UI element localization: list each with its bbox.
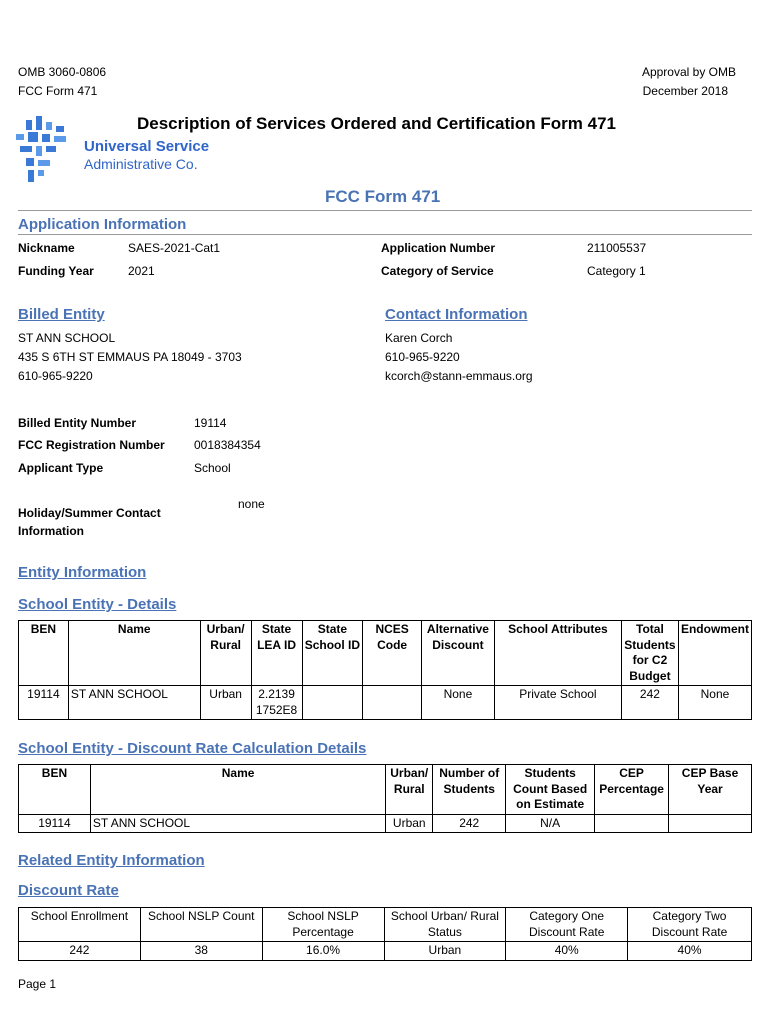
table-cell: 19114 (19, 814, 91, 833)
related-entity-heading: Related Entity Information (18, 852, 205, 869)
table-cell: Urban (386, 814, 433, 833)
column-header: CEP Percentage (595, 765, 669, 815)
form-subtitle: FCC Form 471 (325, 187, 441, 206)
billed-entity-phone: 610-965-9220 (18, 369, 93, 383)
table-row (19, 942, 752, 961)
entity-info-heading: Entity Information (18, 564, 147, 581)
column-header: State LEA ID (251, 621, 302, 686)
table-cell: 40% (628, 942, 752, 961)
table-header-row (19, 765, 752, 815)
table-cell (363, 686, 422, 720)
contact-phone: 610-965-9220 (385, 350, 460, 364)
column-header: NCES Code (363, 621, 422, 686)
page-number: Page 1 (18, 977, 57, 991)
table-cell: 242 (433, 814, 506, 833)
application-number-label: Application Number (381, 241, 496, 255)
school-details-heading: School Entity - Details (18, 596, 177, 613)
fcc-registration-value: 0018384354 (194, 438, 261, 452)
table-cell: Urban (200, 686, 251, 720)
table-cell: 16.0% (262, 942, 384, 961)
table-row (19, 686, 752, 720)
approval-date: December 2018 (642, 84, 728, 98)
table-row (19, 814, 752, 833)
column-header: Name (90, 765, 385, 815)
logo-line-2: Administrative Co. (84, 156, 198, 172)
column-header: BEN (19, 621, 69, 686)
omb-number: OMB 3060-0806 (18, 65, 107, 79)
column-header: Students Count Based on Estimate (506, 765, 595, 815)
table-header-row (19, 621, 752, 686)
table-header-row (19, 908, 752, 942)
column-header: School Attributes (494, 621, 621, 686)
applicant-type-label: Applicant Type (18, 461, 104, 475)
form-number: FCC Form 471 (18, 84, 98, 98)
ben-label: Billed Entity Number (18, 416, 137, 430)
funding-year-value: 2021 (128, 264, 155, 278)
discount-calc-table (18, 764, 752, 833)
column-header: Category One Discount Rate (506, 908, 628, 942)
fcc-registration-label: FCC Registration Number (18, 438, 165, 452)
discount-calc-heading: School Entity - Discount Rate Calculation Details (18, 740, 367, 757)
table-cell: 242 (19, 942, 141, 961)
contact-info-heading: Contact Information (385, 306, 528, 323)
nickname-value: SAES-2021-Cat1 (128, 241, 221, 255)
table-cell: N/A (506, 814, 595, 833)
column-header: Alternative Discount (421, 621, 494, 686)
column-header: Category Two Discount Rate (628, 908, 752, 942)
column-header: School NSLP Percentage (262, 908, 384, 942)
contact-name: Karen Corch (385, 331, 453, 345)
column-header: School NSLP Count (140, 908, 262, 942)
application-number-value: 211005537 (587, 241, 647, 255)
form-title: Description of Services Ordered and Certification Form 471 (137, 114, 616, 133)
column-header: School Enrollment (19, 908, 141, 942)
applicant-type-value: School (194, 461, 231, 475)
table-cell: None (421, 686, 494, 720)
column-header: School Urban/ Rural Status (384, 908, 506, 942)
table-cell (302, 686, 363, 720)
table-cell: ST ANN SCHOOL (68, 686, 200, 720)
table-cell: ST ANN SCHOOL (90, 814, 385, 833)
column-header: CEP Base Year (669, 765, 752, 815)
contact-email: kcorch@stann-emmaus.org (385, 369, 533, 383)
holiday-contact-label-1: Holiday/Summer Contact (18, 506, 161, 520)
funding-year-label: Funding Year (18, 264, 94, 278)
category-label: Category of Service (381, 264, 494, 278)
table-cell (595, 814, 669, 833)
table-cell: 40% (506, 942, 628, 961)
table-cell: None (678, 686, 751, 720)
column-header: Endowment (678, 621, 751, 686)
table-cell: 19114 (19, 686, 69, 720)
header-divider (18, 210, 752, 211)
table-cell: Private School (494, 686, 621, 720)
column-header: Name (68, 621, 200, 686)
column-header: Total Students for C2 Budget (621, 621, 678, 686)
column-header: BEN (19, 765, 91, 815)
logo-line-1: Universal Service (84, 138, 210, 155)
column-header: Urban/ Rural (386, 765, 433, 815)
nickname-label: Nickname (18, 241, 75, 255)
billed-entity-heading: Billed Entity (18, 306, 105, 323)
discount-rate-table (18, 907, 752, 961)
billed-entity-name: ST ANN SCHOOL (18, 331, 116, 345)
app-info-divider (18, 234, 752, 235)
table-cell: 242 (621, 686, 678, 720)
ben-value: 19114 (194, 416, 227, 430)
application-info-heading: Application Information (18, 216, 187, 233)
table-cell: Urban (384, 942, 506, 961)
category-value: Category 1 (587, 264, 646, 278)
table-cell: 2.2139 1752E8 (251, 686, 302, 720)
column-header: Number of Students (433, 765, 506, 815)
billed-entity-address: 435 S 6TH ST EMMAUS PA 18049 - 3703 (18, 350, 242, 364)
holiday-contact-value: none (238, 497, 265, 511)
holiday-contact-label-2: Information (18, 524, 84, 538)
column-header: Urban/ Rural (200, 621, 251, 686)
discount-rate-heading: Discount Rate (18, 882, 119, 899)
school-details-table (18, 620, 752, 720)
table-cell: 38 (140, 942, 262, 961)
approval-text: Approval by OMB (641, 65, 736, 79)
table-cell (669, 814, 752, 833)
column-header: State School ID (302, 621, 363, 686)
usac-logo-icon (14, 114, 74, 186)
